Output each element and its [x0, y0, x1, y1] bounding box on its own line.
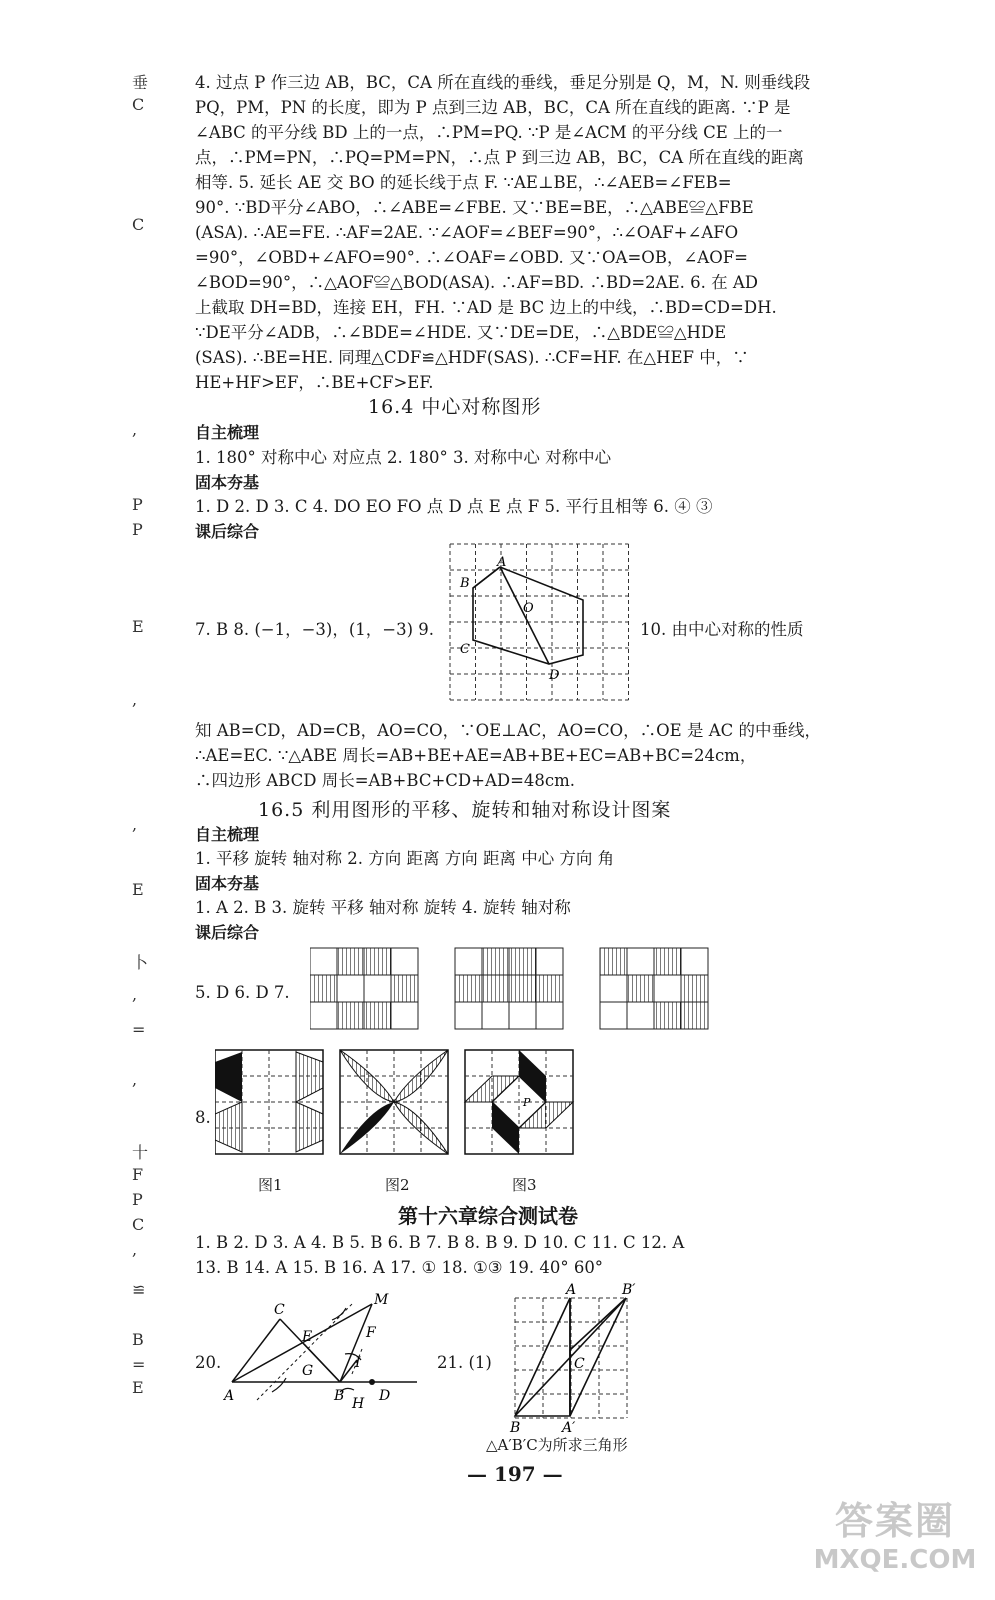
margin-char: 垂 — [132, 73, 149, 92]
label-zizhu: 自主梳理 — [195, 423, 260, 442]
q21-label: 21. (1) — [437, 1353, 492, 1372]
fig21-caption: △A′B′C为所求三角形 — [486, 1436, 628, 1454]
answer-kehou-right: 10. 由中心对称的性质 — [640, 620, 804, 639]
margin-char: = — [132, 1355, 146, 1374]
watermark-title: 答案圈 — [834, 1499, 955, 1543]
grid-cell — [482, 948, 509, 975]
text-line: 相等. 5. 延长 AE 交 BO 的延长线于点 F. ∵AE⊥BE，∴∠AEB=∠FEB= — [195, 173, 732, 192]
grid-cell — [681, 975, 708, 1002]
grid-cell — [536, 1002, 563, 1029]
label-a: A — [566, 1282, 577, 1298]
label-b-prime: B′ — [622, 1282, 636, 1298]
answer-zizhu: 1. 180° 对称中心 对应点 2. 180° 3. 对称中心 对称中心 — [195, 448, 612, 467]
grid-cell — [455, 948, 482, 975]
figure-21 — [500, 1280, 640, 1440]
grid-cell — [337, 948, 364, 975]
text-line: ∴四边形 ABCD 周长=AB+BC+CD+AD=48cm. — [195, 771, 576, 790]
margin-char: , — [132, 815, 138, 834]
text-line: 点，∴PM=PN，∴PQ=PM=PN，∴点 P 到三边 AB，BC，CA 所在直线的距离 — [195, 148, 804, 167]
grid-cell — [627, 975, 654, 1002]
label-a: A — [224, 1388, 235, 1404]
grid-cell — [654, 975, 681, 1002]
margin-char: C — [132, 95, 145, 114]
section-title-16-4: 16.4 中心对称图形 — [368, 396, 542, 418]
margin-char: 卜 — [132, 953, 149, 972]
grid-cell — [600, 948, 627, 975]
test-title: 第十六章综合测试卷 — [398, 1204, 578, 1228]
q8-figure-3 — [465, 1050, 573, 1154]
text-line: PQ，PM，PN 的长度，即为 P 点到三边 AB，BC，CA 所在直线的距离. ∵P 是 — [195, 98, 791, 117]
margin-char: , — [132, 1070, 138, 1089]
label-a-prime: A′ — [562, 1420, 576, 1436]
grid-cell — [482, 1002, 509, 1029]
grid-cell — [364, 948, 391, 975]
grid-cell — [681, 948, 708, 975]
label-c: C — [274, 1302, 285, 1318]
text-line: ∴AE=EC. ∵△ABE 周长=AB+BE+AE=AB+BE+EC=AB+BC=24cm， — [195, 746, 757, 765]
grid-cell — [391, 1002, 418, 1029]
grid-cell — [509, 948, 536, 975]
margin-char: , — [132, 420, 138, 439]
test-answers-1: 1. B 2. D 3. A 4. B 5. B 6. B 7. B 8. B 9. D 10. C 11. C 12. A — [195, 1233, 685, 1252]
caption-fig2: 图2 — [385, 1176, 410, 1194]
prev-answers — [195, 70, 810, 395]
grid-cell — [627, 948, 654, 975]
caption-fig3: 图3 — [512, 1176, 537, 1194]
margin-char: B — [132, 1330, 144, 1349]
margin-char: E — [132, 617, 144, 636]
label-d: D — [379, 1388, 391, 1404]
q8-figure-1 — [215, 1050, 323, 1154]
answer-guben: 1. D 2. D 3. C 4. DO EO FO 点 D 点 E 点 F 5. 平行且相等 6. ④ ③ — [195, 497, 713, 516]
margin-char: = — [132, 1020, 146, 1039]
label-b: B — [510, 1420, 521, 1436]
q8-figures — [215, 1048, 580, 1173]
grid-cell — [536, 948, 563, 975]
margin-char: P — [132, 495, 143, 514]
text-line: 知 AB=CD，AD=CB，AO=CO，∵OE⊥AC，AO=CO，∴OE 是 AC 的中垂线， — [195, 721, 822, 740]
label-a: A — [497, 555, 507, 570]
text-line: 4. 过点 P 作三边 AB，BC，CA 所在直线的垂线，垂足分别是 Q，M，N. 则垂线段 — [195, 73, 811, 92]
q8-figure-2 — [340, 1050, 448, 1154]
text-line: ∠ABC 的平分线 BD 上的一点，∴PM=PQ. ∵P 是∠ACM 的平分线 CE 上的一 — [195, 123, 783, 142]
grid-cell — [509, 1002, 536, 1029]
margin-char: , — [132, 1240, 138, 1259]
label-d: D — [549, 668, 560, 683]
grid-cell — [310, 1002, 337, 1029]
figure-20 — [222, 1292, 422, 1410]
label-b: B — [334, 1388, 345, 1404]
grid-cell — [482, 975, 509, 1002]
margin-char: F — [132, 1165, 144, 1184]
margin-char: C — [132, 215, 145, 234]
label-guben: 固本夯基 — [195, 473, 260, 492]
label-kehou: 课后综合 — [195, 522, 260, 541]
label-c: C — [460, 642, 470, 657]
label-kehou-2: 课后综合 — [195, 923, 260, 942]
grid-cell — [391, 948, 418, 975]
grid-cell — [364, 975, 391, 1002]
grid-cell — [337, 975, 364, 1002]
margin-char: , — [132, 985, 138, 1004]
label-b: B — [460, 576, 470, 591]
grid-cell — [654, 1002, 681, 1029]
kehou-continued — [195, 718, 821, 793]
grid-cell — [310, 948, 337, 975]
grid-cell — [310, 975, 337, 1002]
grid-cell — [627, 1002, 654, 1029]
test-answers-2: 13. B 14. A 15. B 16. A 17. ① 18. ①③ 19. 40° 60° — [195, 1258, 604, 1277]
page-number: — 197 — — [467, 1462, 563, 1486]
text-line: 上截取 DH=BD，连接 EH，FH. ∵AD 是 BC 边上的中线，∴BD=CD=DH. — [195, 298, 777, 317]
margin-char: P — [132, 520, 143, 539]
section-title-16-5: 16.5 利用图形的平移、旋转和轴对称设计图案 — [258, 799, 672, 821]
grid-cell — [337, 1002, 364, 1029]
text-line: 90°. ∵BD平分∠ABO，∴∠ABE=∠FBE. 又∵BE=BE，∴△ABE≌△FBE — [195, 198, 754, 217]
label-c: C — [574, 1356, 585, 1372]
q7-grid-2 — [455, 948, 563, 1029]
grid-cell — [364, 1002, 391, 1029]
caption-fig1: 图1 — [258, 1176, 283, 1194]
label-f: F — [366, 1325, 376, 1341]
q7-grid-1 — [310, 948, 418, 1029]
grid-cell — [654, 948, 681, 975]
grid-cell — [455, 1002, 482, 1029]
margin-char: E — [132, 1378, 144, 1397]
text-line: (ASA). ∴AE=FE. ∴AF=2AE. ∵∠AOF=∠BEF=90°，∴∠OAF+∠AFO — [195, 223, 739, 242]
text-line: (SAS). ∴BE=HE. 同理△CDF≌△HDF(SAS). ∴CF=HF. 在△HEF 中，∵ — [195, 348, 749, 367]
grid-cell — [509, 975, 536, 1002]
watermark-url: MXQE.COM — [813, 1545, 977, 1575]
grid-cell — [600, 975, 627, 1002]
margin-char: , — [132, 690, 138, 709]
label-m: M — [374, 1292, 389, 1308]
text-line: HE+HF>EF，∴BE+CF>EF. — [195, 373, 434, 392]
label-guben-2: 固本夯基 — [195, 874, 260, 893]
grid-cell — [681, 1002, 708, 1029]
label-g: G — [302, 1363, 314, 1379]
text-line: =90°，∠OBD+∠AFO=90°. ∴∠OAF=∠OBD. 又∵OA=OB，∠AOF= — [195, 248, 748, 267]
fig3-label-p: P — [523, 1096, 531, 1109]
label-o: O — [523, 601, 534, 616]
figure-9-grid — [445, 540, 635, 710]
label-i: I — [355, 1355, 361, 1371]
answer-zizhu-2: 1. 平移 旋转 轴对称 2. 方向 距离 方向 距离 中心 方向 角 — [195, 849, 615, 868]
answer-q8: 8. — [195, 1108, 211, 1127]
q7-grids — [310, 945, 720, 1035]
label-e: E — [302, 1329, 313, 1345]
answer-q5-7: 5. D 6. D 7. — [195, 983, 290, 1002]
text-line: ∵DE平分∠ADB，∴∠BDE=∠HDE. 又∵DE=DE，∴△BDE≌△HDE — [195, 323, 727, 342]
grid-cell — [600, 1002, 627, 1029]
label-h: H — [352, 1396, 365, 1410]
label-zizhu-2: 自主梳理 — [195, 825, 260, 844]
margin-char: 十 — [132, 1143, 149, 1162]
margin-char: E — [132, 880, 144, 899]
text-line: ∠BOD=90°，∴△AOF≌△BOD(ASA). ∴AF=BD. ∴BD=2AE. 6. 在 AD — [195, 273, 758, 292]
margin-char: C — [132, 1215, 145, 1234]
q7-grid-3 — [600, 948, 708, 1029]
watermark-logo — [800, 1490, 990, 1575]
margin-char: ≌ — [132, 1280, 146, 1299]
grid-cell — [455, 975, 482, 1002]
grid-cell — [391, 975, 418, 1002]
answer-guben-2: 1. A 2. B 3. 旋转 平移 轴对称 旋转 4. 旋转 轴对称 — [195, 898, 571, 917]
grid-cell — [536, 975, 563, 1002]
margin-char: P — [132, 1190, 143, 1209]
q20-label: 20. — [195, 1353, 222, 1372]
answer-kehou-left: 7. B 8. (−1，−3)，(1，−3) 9. — [195, 620, 435, 639]
